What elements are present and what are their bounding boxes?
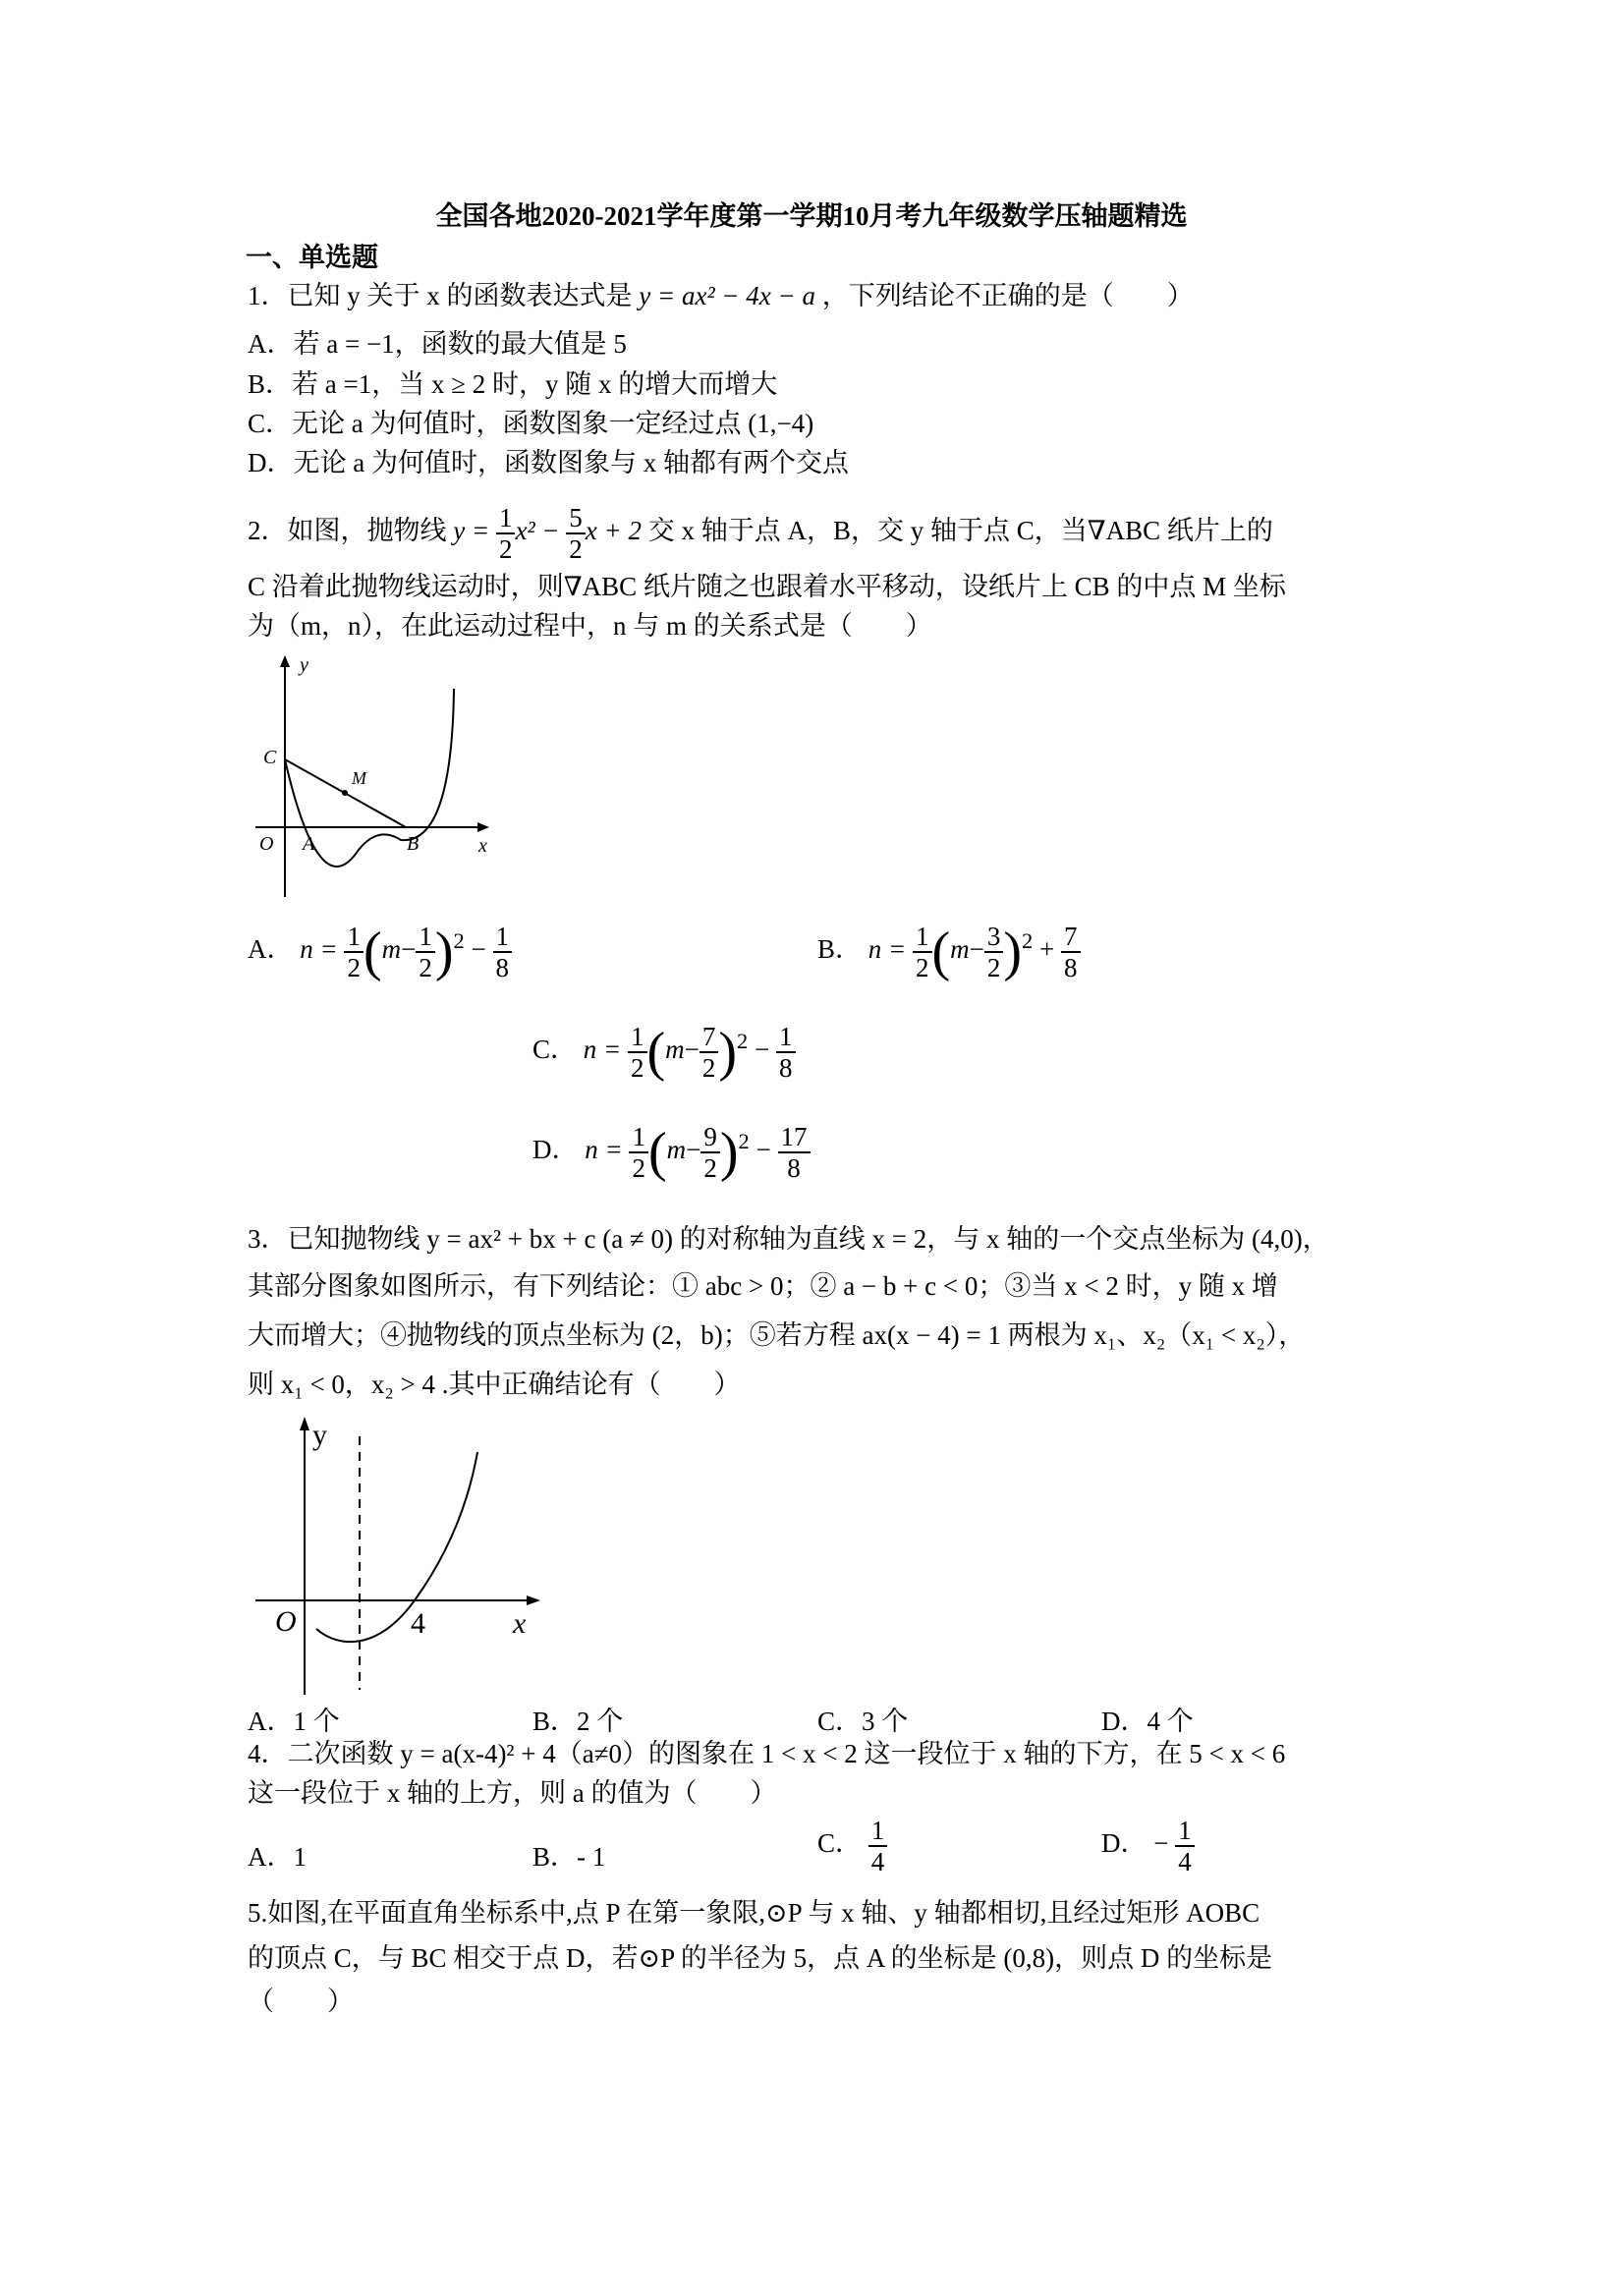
q2-parabola-figure [246,653,511,899]
q3-fig-label-o: O [275,1605,297,1638]
q1-option-b: B．若 a =1，当 x ≥ 2 时，y 随 x 的增大而增大 [248,369,778,399]
q2-line2: C 沿着此抛物线运动时，则∇ABC 纸片随之也跟着水平移动，设纸片上 CB 的中点 M 坐标 [248,572,1286,601]
q3-option-c: C．3 个 [817,1707,909,1736]
q3-fig-label-y: y [312,1419,327,1451]
q1-stem-b: ，下列结论不正确的是（ ） [821,281,1194,310]
q3-fig-label-4: 4 [411,1607,425,1640]
q2-fig-label-a: A [303,833,315,855]
q2-option-b: B． n = $\frac{1}{2}$ (m− $\frac{3}{2}$ )$^2$ + $\frac{7}{8}$ [817,922,1081,982]
q3-fig-label-x: x [513,1607,527,1640]
q3-option-d: D．4 个 [1101,1707,1194,1736]
q4-option-d: D． − $\frac{1}{4}$ [1101,1816,1195,1876]
q2-equation: y = $\frac{1}{2}$ x² − $\frac{5}{2}$ x + 2 [453,503,642,564]
q2-option-c: C． n = $\frac{1}{2}$ (m− $\frac{7}{2}$ )$^2$ − $\frac{1}{8}$ [532,1022,796,1083]
q3-parabola-figure [246,1415,560,1700]
q1-option-d: D．无论 a 为何值时，函数图象与 x 轴都有两个交点 [248,448,849,477]
page-title: 全国各地2020-2021学年度第一学期10月考九年级数学压轴题精选 [435,201,1188,231]
q2-option-d: D． n = $\frac{1}{2}$ (m− $\frac{9}{2}$ )$^2$ − $\frac{17}{8}$ [532,1122,811,1183]
q4-option-a: A．1 [248,1842,307,1872]
q4-option-b: B．- 1 [532,1842,606,1872]
q5-line2: 的顶点 C，与 BC 相交于点 D，若⊙P 的半径为 5，点 A 的坐标是 (0,8)，则点 D 的坐标是 [248,1943,1273,1973]
q4-option-c: C． $\frac{1}{4}$ [817,1816,887,1876]
q1-option-a: A．若 a = −1，函数的最大值是 5 [248,329,627,359]
q1-stem-a: 1．已知 y 关于 x 的函数表达式是 [248,281,633,310]
q3-line2: 其部分图象如图所示，有下列结论：① abc > 0；② a − b + c < 0；③当 x < 2 时，y 随 x 增 [248,1271,1278,1301]
q4-line2: 这一段位于 x 轴的上方，则 a 的值为（ ） [248,1778,777,1808]
q2-option-a: A． n = $\frac{1}{2}$ (m− $\frac{1}{2}$ )$^2$ − $\frac{1}{8}$ [248,922,512,982]
q2-line1 [248,503,1273,564]
q2-line1-b: 交 x 轴于点 A，B，交 y 轴于点 C，当∇ABC 纸片上的 [647,516,1273,546]
q1-option-c: C．无论 a 为何值时，函数图象一定经过点 (1,−4) [248,409,814,438]
q2-fig-label-c: C [263,747,277,768]
q2-line3: 为（m，n），在此运动过程中，n 与 m 的关系式是（ ） [248,611,932,641]
q3-option-a: A．1 个 [248,1707,340,1736]
q3-line4: 则 x₁ < 0，x₂ > 4 .其中正确结论有（ ） [248,1370,741,1399]
q2-fig-label-y: y [300,654,308,676]
q5-line3: （ ） [248,1987,354,2016]
section-heading: 一、单选题 [246,243,378,272]
q3-option-b: B．2 个 [532,1707,624,1736]
q5-line1: 5.如图,在平面直角坐标系中,点 P 在第一象限,⊙P 与 x 轴、y 轴都相切,且经过矩形 AOBC [248,1898,1260,1928]
q1-stem [248,279,1194,312]
q4-line1: 4．二次函数 y = a(x-4)² + 4（a≠0）的图象在 1 < x < 2 这一段位于 x 轴的下方，在 5 < x < 6 [248,1739,1286,1768]
q2-fig-label-x: x [478,835,487,857]
q2-line1-a: 2．如图，抛物线 [248,516,447,546]
q3-line1: 3．已知抛物线 y = ax² + bx + c (a ≠ 0) 的对称轴为直线 x = 2，与 x 轴的一个交点坐标为 (4,0)， [248,1224,1329,1254]
q2-fig-label-m: M [352,768,366,788]
q1-stem-expr: y = ax² − 4x − a [639,281,815,310]
q2-fig-label-b: B [407,833,420,855]
q2-fig-label-o: O [259,833,274,855]
q3-line3: 大而增大；④抛物线的顶点坐标为 (2，b)；⑤若方程 ax(x − 4) = 1 两根为 x₁、x₂（x₁ < x₂）， [248,1320,1306,1350]
